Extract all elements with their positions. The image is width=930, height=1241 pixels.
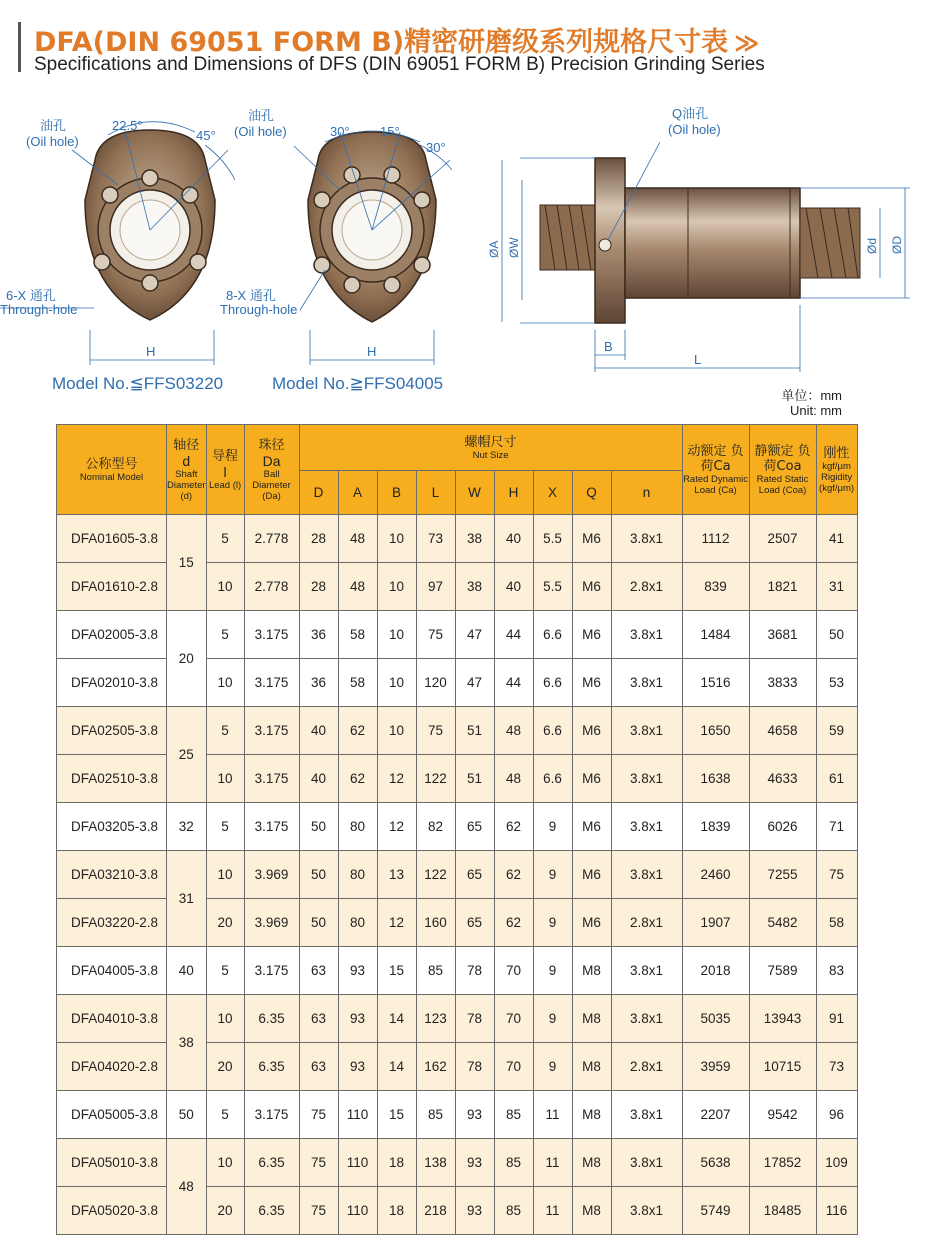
value-cell: 3.8x1 <box>611 947 682 995</box>
value-cell: 31 <box>816 563 857 611</box>
value-cell: M6 <box>572 563 611 611</box>
value-cell: 93 <box>338 947 377 995</box>
value-cell: 93 <box>455 1091 494 1139</box>
value-cell: 5 <box>206 611 244 659</box>
header-col-d: D <box>299 471 338 515</box>
value-cell: M6 <box>572 707 611 755</box>
unit-label <box>781 388 842 418</box>
right-dim-b: B <box>604 339 613 354</box>
value-cell: M6 <box>572 803 611 851</box>
value-cell: 6.6 <box>533 659 572 707</box>
value-cell: 4658 <box>749 707 816 755</box>
value-cell: M6 <box>572 659 611 707</box>
header-ball: 珠径 Da Ball Diameter (Da) <box>244 425 299 515</box>
value-cell: 3.8x1 <box>611 659 682 707</box>
value-cell: 110 <box>338 1139 377 1187</box>
value-cell: M8 <box>572 1187 611 1235</box>
value-cell: 80 <box>338 851 377 899</box>
value-cell: 116 <box>816 1187 857 1235</box>
value-cell: 62 <box>338 707 377 755</box>
value-cell: 44 <box>494 611 533 659</box>
right-phi-d-big: ØD <box>890 236 904 254</box>
value-cell: 93 <box>455 1139 494 1187</box>
value-cell: 2207 <box>682 1091 749 1139</box>
value-cell: 80 <box>338 899 377 947</box>
value-cell: 2507 <box>749 515 816 563</box>
value-cell: 5035 <box>682 995 749 1043</box>
value-cell: 14 <box>377 995 416 1043</box>
value-cell: 12 <box>377 803 416 851</box>
right-dim-l: L <box>694 352 702 367</box>
model-cell: DFA03205-3.8 <box>57 803 167 851</box>
value-cell: 1484 <box>682 611 749 659</box>
value-cell: 10 <box>206 1139 244 1187</box>
value-cell: 15 <box>377 1091 416 1139</box>
value-cell: 3.175 <box>244 947 299 995</box>
value-cell: M6 <box>572 899 611 947</box>
model-cell: DFA02005-3.8 <box>57 611 167 659</box>
value-cell: 7589 <box>749 947 816 995</box>
value-cell: 17852 <box>749 1139 816 1187</box>
value-cell: 28 <box>299 515 338 563</box>
value-cell: M8 <box>572 947 611 995</box>
flange-view-6-hole <box>0 118 235 365</box>
value-cell: 65 <box>455 851 494 899</box>
value-cell: 5.5 <box>533 515 572 563</box>
table-row <box>57 947 858 995</box>
value-cell: 85 <box>494 1187 533 1235</box>
value-cell: 65 <box>455 899 494 947</box>
value-cell: 138 <box>416 1139 455 1187</box>
mid-dim-h: H <box>367 344 377 359</box>
header-model: 公称型号 Nominal Model <box>57 425 167 515</box>
value-cell: 10 <box>206 995 244 1043</box>
value-cell: 50 <box>299 851 338 899</box>
value-cell: 20 <box>206 1043 244 1091</box>
value-cell: 97 <box>416 563 455 611</box>
value-cell: 3.969 <box>244 851 299 899</box>
value-cell: 2018 <box>682 947 749 995</box>
value-cell: 11 <box>533 1091 572 1139</box>
value-cell: 5 <box>206 947 244 995</box>
value-cell: 3.175 <box>244 803 299 851</box>
value-cell: 70 <box>494 1043 533 1091</box>
value-cell: 59 <box>816 707 857 755</box>
value-cell: 63 <box>299 947 338 995</box>
header-dynamic-load: 动额定 负荷Ca Rated Dynamic Load (Ca) <box>682 425 749 515</box>
model-cell: DFA05005-3.8 <box>57 1091 167 1139</box>
right-q-en: (Oil hole) <box>668 122 721 137</box>
value-cell: M8 <box>572 1091 611 1139</box>
value-cell: 3.175 <box>244 659 299 707</box>
value-cell: 9 <box>533 1043 572 1091</box>
value-cell: 3.8x1 <box>611 755 682 803</box>
value-cell: 3.8x1 <box>611 707 682 755</box>
value-cell: 48 <box>494 755 533 803</box>
value-cell: M6 <box>572 611 611 659</box>
value-cell: 50 <box>816 611 857 659</box>
value-cell: 65 <box>455 803 494 851</box>
value-cell: 18 <box>377 1187 416 1235</box>
shaft-cell: 50 <box>167 1091 207 1139</box>
model-cell: DFA02010-3.8 <box>57 659 167 707</box>
value-cell: 70 <box>494 947 533 995</box>
value-cell: 3.8x1 <box>611 803 682 851</box>
header-lead: 导程 l Lead (l) <box>206 425 244 515</box>
model-cell: DFA01610-2.8 <box>57 563 167 611</box>
value-cell: 2.8x1 <box>611 563 682 611</box>
table-row <box>57 995 858 1043</box>
value-cell: 41 <box>816 515 857 563</box>
value-cell: M6 <box>572 851 611 899</box>
value-cell: 5638 <box>682 1139 749 1187</box>
value-cell: 63 <box>299 995 338 1043</box>
value-cell: 80 <box>338 803 377 851</box>
value-cell: 3.175 <box>244 707 299 755</box>
model-label-middle: Model No.≧FFS04005 <box>272 374 444 393</box>
value-cell: 85 <box>494 1139 533 1187</box>
value-cell: 5 <box>206 803 244 851</box>
value-cell: 110 <box>338 1187 377 1235</box>
value-cell: 9 <box>533 947 572 995</box>
left-hole-cn: 6-X 通孔 <box>6 288 56 303</box>
value-cell: 3.175 <box>244 611 299 659</box>
value-cell: 53 <box>816 659 857 707</box>
model-cell: DFA05010-3.8 <box>57 1139 167 1187</box>
value-cell: 218 <box>416 1187 455 1235</box>
value-cell: 3.969 <box>244 899 299 947</box>
header-col-a: A <box>338 471 377 515</box>
value-cell: 61 <box>816 755 857 803</box>
value-cell: 4633 <box>749 755 816 803</box>
left-hole-en: Through-hole <box>0 302 78 317</box>
value-cell: 62 <box>494 851 533 899</box>
value-cell: 85 <box>416 947 455 995</box>
value-cell: 18485 <box>749 1187 816 1235</box>
right-phi-w: ØW <box>507 237 521 258</box>
header-col-h: H <box>494 471 533 515</box>
model-cell: DFA01605-3.8 <box>57 515 167 563</box>
header-col-l: L <box>416 471 455 515</box>
value-cell: 82 <box>416 803 455 851</box>
value-cell: 3681 <box>749 611 816 659</box>
value-cell: 11 <box>533 1187 572 1235</box>
value-cell: 122 <box>416 755 455 803</box>
value-cell: 75 <box>299 1187 338 1235</box>
value-cell: 47 <box>455 611 494 659</box>
value-cell: 93 <box>338 1043 377 1091</box>
header-col-x: X <box>533 471 572 515</box>
value-cell: 1650 <box>682 707 749 755</box>
value-cell: 36 <box>299 611 338 659</box>
double-chevron-icon: ≫ <box>734 29 760 57</box>
shaft-cell: 48 <box>167 1139 207 1235</box>
right-phi-d-small: Ød <box>865 237 879 254</box>
value-cell: 40 <box>494 563 533 611</box>
value-cell: 75 <box>416 707 455 755</box>
value-cell: 78 <box>455 1043 494 1091</box>
value-cell: 6.35 <box>244 1139 299 1187</box>
value-cell: 40 <box>494 515 533 563</box>
value-cell: 48 <box>494 707 533 755</box>
value-cell: 75 <box>299 1139 338 1187</box>
value-cell: 10 <box>377 611 416 659</box>
left-dim-h: H <box>146 344 156 359</box>
page-title-en: Specifications and Dimensions of DFS (DIN 69051 FORM B) Precision Grinding Series <box>34 54 765 75</box>
shaft-cell: 31 <box>167 851 207 947</box>
value-cell: 58 <box>816 899 857 947</box>
value-cell: 6.35 <box>244 995 299 1043</box>
value-cell: 160 <box>416 899 455 947</box>
value-cell: 5749 <box>682 1187 749 1235</box>
value-cell: 73 <box>416 515 455 563</box>
value-cell: 5.5 <box>533 563 572 611</box>
value-cell: 18 <box>377 1139 416 1187</box>
value-cell: M8 <box>572 1139 611 1187</box>
value-cell: 10 <box>206 563 244 611</box>
header-col-w: W <box>455 471 494 515</box>
value-cell: 3.8x1 <box>611 851 682 899</box>
unit-en: Unit: mm <box>790 403 842 418</box>
title-accent-bar <box>18 22 21 72</box>
table-row <box>57 851 858 899</box>
value-cell: 2.8x1 <box>611 899 682 947</box>
value-cell: 6.6 <box>533 611 572 659</box>
value-cell: 6.35 <box>244 1043 299 1091</box>
header-static-load: 静额定 负荷Coa Rated Static Load (Coa) <box>749 425 816 515</box>
value-cell: 3.8x1 <box>611 1091 682 1139</box>
model-cell: DFA04010-3.8 <box>57 995 167 1043</box>
value-cell: 70 <box>494 995 533 1043</box>
value-cell: 83 <box>816 947 857 995</box>
value-cell: 120 <box>416 659 455 707</box>
value-cell: 73 <box>816 1043 857 1091</box>
table-row <box>57 803 858 851</box>
table-row <box>57 1091 858 1139</box>
technical-drawings <box>0 90 930 380</box>
value-cell: 1638 <box>682 755 749 803</box>
value-cell: 58 <box>338 611 377 659</box>
right-phi-a: ØA <box>487 240 501 258</box>
value-cell: 85 <box>416 1091 455 1139</box>
header-col-b: B <box>377 471 416 515</box>
value-cell: 109 <box>816 1139 857 1187</box>
spec-table <box>56 424 858 1235</box>
title-cn-text: DFA(DIN 69051 FORM B)精密研磨级系列规格尺寸表 <box>34 27 729 58</box>
value-cell: 20 <box>206 1187 244 1235</box>
left-oil-hole-en: (Oil hole) <box>26 134 79 149</box>
value-cell: 3.8x1 <box>611 1187 682 1235</box>
value-cell: 6.6 <box>533 755 572 803</box>
value-cell: 96 <box>816 1091 857 1139</box>
value-cell: 15 <box>377 947 416 995</box>
value-cell: 2.778 <box>244 563 299 611</box>
value-cell: 10715 <box>749 1043 816 1091</box>
value-cell: 122 <box>416 851 455 899</box>
value-cell: 1907 <box>682 899 749 947</box>
value-cell: 2.8x1 <box>611 1043 682 1091</box>
mid-angle-1: 30° <box>330 124 350 139</box>
value-cell: 1516 <box>682 659 749 707</box>
value-cell: 91 <box>816 995 857 1043</box>
value-cell: M6 <box>572 755 611 803</box>
flange-view-8-hole <box>220 108 452 365</box>
value-cell: 3.8x1 <box>611 995 682 1043</box>
value-cell: 9542 <box>749 1091 816 1139</box>
mid-oil-hole-cn: 油孔 <box>248 108 275 123</box>
value-cell: 3.175 <box>244 755 299 803</box>
value-cell: 20 <box>206 899 244 947</box>
value-cell: 3959 <box>682 1043 749 1091</box>
right-q-cn: Q油孔 <box>672 106 709 121</box>
model-cell: DFA04005-3.8 <box>57 947 167 995</box>
value-cell: 48 <box>338 515 377 563</box>
header-col-q: Q <box>572 471 611 515</box>
value-cell: 14 <box>377 1043 416 1091</box>
value-cell: 38 <box>455 563 494 611</box>
value-cell: 71 <box>816 803 857 851</box>
mid-angle-3: 30° <box>426 140 446 155</box>
value-cell: 75 <box>816 851 857 899</box>
model-label-left: Model No.≦FFS03220 <box>52 374 224 393</box>
value-cell: 9 <box>533 851 572 899</box>
left-angle-2: 45° <box>196 128 216 143</box>
shaft-cell: 38 <box>167 995 207 1091</box>
value-cell: 123 <box>416 995 455 1043</box>
header-nut-size: 螺帽尺寸 Nut Size <box>299 425 682 471</box>
value-cell: 2.778 <box>244 515 299 563</box>
spec-table-body <box>57 515 858 1235</box>
value-cell: 10 <box>206 851 244 899</box>
value-cell: 110 <box>338 1091 377 1139</box>
value-cell: 3.8x1 <box>611 1139 682 1187</box>
value-cell: 1839 <box>682 803 749 851</box>
value-cell: 50 <box>299 899 338 947</box>
value-cell: 5 <box>206 707 244 755</box>
value-cell: 10 <box>377 659 416 707</box>
value-cell: 51 <box>455 755 494 803</box>
value-cell: 38 <box>455 515 494 563</box>
model-cell: DFA05020-3.8 <box>57 1187 167 1235</box>
value-cell: 839 <box>682 563 749 611</box>
value-cell: 3.8x1 <box>611 515 682 563</box>
value-cell: 36 <box>299 659 338 707</box>
header-col-n: n <box>611 471 682 515</box>
mid-angle-2: 15° <box>380 124 400 139</box>
value-cell: 10 <box>206 659 244 707</box>
unit-cn: 单位：mm <box>781 388 842 403</box>
value-cell: 51 <box>455 707 494 755</box>
value-cell: 48 <box>338 563 377 611</box>
value-cell: 162 <box>416 1043 455 1091</box>
value-cell: 93 <box>455 1187 494 1235</box>
value-cell: 10 <box>206 755 244 803</box>
value-cell: 63 <box>299 1043 338 1091</box>
value-cell: 50 <box>299 803 338 851</box>
model-cell: DFA02505-3.8 <box>57 707 167 755</box>
left-angle-1: 22.5° <box>112 118 143 133</box>
shaft-cell: 32 <box>167 803 207 851</box>
value-cell: 9 <box>533 899 572 947</box>
value-cell: 3.175 <box>244 1091 299 1139</box>
value-cell: 5 <box>206 515 244 563</box>
value-cell: 12 <box>377 755 416 803</box>
value-cell: 58 <box>338 659 377 707</box>
shaft-cell: 20 <box>167 611 207 707</box>
value-cell: 9 <box>533 803 572 851</box>
value-cell: 85 <box>494 1091 533 1139</box>
value-cell: 5 <box>206 1091 244 1139</box>
value-cell: 10 <box>377 563 416 611</box>
value-cell: 13943 <box>749 995 816 1043</box>
value-cell: 93 <box>338 995 377 1043</box>
value-cell: 40 <box>299 755 338 803</box>
value-cell: 62 <box>494 803 533 851</box>
value-cell: 9 <box>533 995 572 1043</box>
shaft-cell: 25 <box>167 707 207 803</box>
value-cell: 62 <box>338 755 377 803</box>
value-cell: 1112 <box>682 515 749 563</box>
value-cell: 28 <box>299 563 338 611</box>
value-cell: 11 <box>533 1139 572 1187</box>
mid-hole-cn: 8-X 通孔 <box>226 288 276 303</box>
value-cell: 44 <box>494 659 533 707</box>
model-cell: DFA04020-2.8 <box>57 1043 167 1091</box>
table-row <box>57 707 858 755</box>
value-cell: 2460 <box>682 851 749 899</box>
value-cell: 75 <box>416 611 455 659</box>
value-cell: 3.8x1 <box>611 611 682 659</box>
value-cell: M8 <box>572 1043 611 1091</box>
nut-side-view <box>487 106 910 372</box>
model-cell: DFA03220-2.8 <box>57 899 167 947</box>
value-cell: 12 <box>377 899 416 947</box>
value-cell: M6 <box>572 515 611 563</box>
value-cell: 10 <box>377 707 416 755</box>
value-cell: 40 <box>299 707 338 755</box>
value-cell: 78 <box>455 947 494 995</box>
value-cell: 1821 <box>749 563 816 611</box>
value-cell: 3833 <box>749 659 816 707</box>
mid-oil-hole-en: (Oil hole) <box>234 124 287 139</box>
mid-hole-en: Through-hole <box>220 302 298 317</box>
table-row <box>57 515 858 563</box>
model-cell: DFA02510-3.8 <box>57 755 167 803</box>
value-cell: 13 <box>377 851 416 899</box>
left-oil-hole-cn: 油孔 <box>40 118 67 133</box>
value-cell: M8 <box>572 995 611 1043</box>
value-cell: 6.35 <box>244 1187 299 1235</box>
value-cell: 47 <box>455 659 494 707</box>
value-cell: 75 <box>299 1091 338 1139</box>
value-cell: 7255 <box>749 851 816 899</box>
table-row <box>57 611 858 659</box>
shaft-cell: 40 <box>167 947 207 995</box>
table-row <box>57 1139 858 1187</box>
value-cell: 78 <box>455 995 494 1043</box>
header-rigidity: 刚性 kgf/μm Rigidity (kgf/μm) <box>816 425 857 515</box>
value-cell: 62 <box>494 899 533 947</box>
shaft-cell: 15 <box>167 515 207 611</box>
value-cell: 10 <box>377 515 416 563</box>
model-cell: DFA03210-3.8 <box>57 851 167 899</box>
value-cell: 6026 <box>749 803 816 851</box>
value-cell: 6.6 <box>533 707 572 755</box>
value-cell: 5482 <box>749 899 816 947</box>
header-shaft: 轴径 d Shaft Diameter (d) <box>167 425 207 515</box>
